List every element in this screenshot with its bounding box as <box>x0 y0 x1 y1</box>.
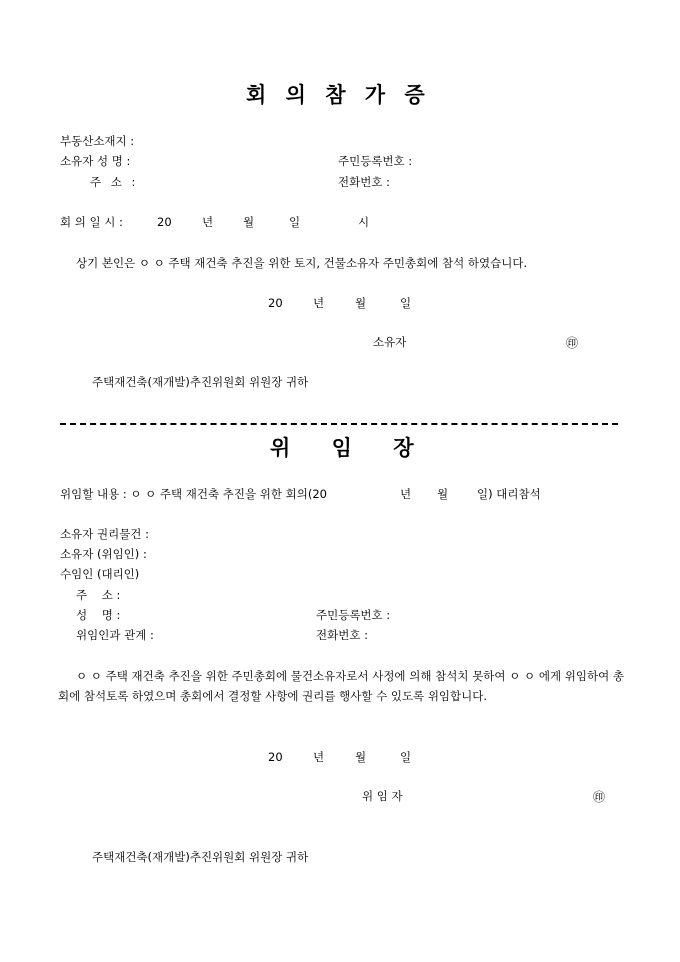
proxy-content-line: 위임할 내용 : ㅇ ㅇ 주택 재건축 추진을 위한 회의(20 <box>60 487 327 501</box>
property-location-label: 부동산소재지 : <box>60 134 135 148</box>
attendance-recipient: 주택재건축(재개발)추진위원회 위원장 귀하 <box>92 375 309 389</box>
delegatee-resident-number-label: 주민등록번호 : <box>316 608 391 622</box>
proxy-content-month: 월 <box>437 487 449 501</box>
seal-icon: ㊞ <box>566 336 579 350</box>
proxy-date-prefix: 20 <box>268 750 283 764</box>
attendance-statement: 상기 본인은 ㅇ ㅇ 주택 재건축 추진을 위한 토지, 건물소유자 주민총회에 참석 하였습니다. <box>76 256 528 270</box>
proxy-content-day: 일) 대리참석 <box>477 487 541 501</box>
attendance-date-day: 일 <box>400 296 412 310</box>
meeting-year-unit: 년 <box>202 215 214 229</box>
proxy-recipient: 주택재건축(재개발)추진위원회 위원장 귀하 <box>92 850 309 864</box>
delegator-label: 소유자 (위임인) : <box>60 547 147 561</box>
delegatee-label: 수임인 (대리인) <box>60 567 140 581</box>
owner-signature-label: 소유자 <box>373 335 407 349</box>
delegatee-phone-label: 전화번호 : <box>316 628 368 642</box>
proxy-date-year: 년 <box>313 750 325 764</box>
delegatee-address-label: 주 소 : <box>76 588 121 602</box>
proxy-content-year: 년 <box>400 487 412 501</box>
attendance-title: 회 의 참 가 증 <box>246 82 431 107</box>
proxy-title: 위 임 장 <box>270 435 414 460</box>
cut-line-divider <box>60 423 618 425</box>
meeting-day-unit: 일 <box>289 215 301 229</box>
phone-label: 전화번호 : <box>338 175 390 189</box>
proxy-date-month: 월 <box>355 750 367 764</box>
attendance-date-month: 월 <box>355 296 367 310</box>
address-label: 주 소 : <box>90 175 136 189</box>
proxy-date-day: 일 <box>400 750 412 764</box>
attendance-date-prefix: 20 <box>268 296 283 310</box>
meeting-year-prefix: 20 <box>157 215 172 229</box>
delegator-signature-label: 위 임 자 <box>362 789 403 803</box>
meeting-hour-unit: 시 <box>358 215 370 229</box>
attendance-date-year: 년 <box>313 296 325 310</box>
proxy-body-text: ㅇ ㅇ 주택 재건축 추진을 위한 주민총회에 물건소유자로서 사정에 의해 참석치 못하여 ㅇ ㅇ 에게 위임하여 총회에 참석토록 하였으며 총회에서 결정할 사항에 권리를 행사할 수 있도록 위임합니다. <box>58 669 624 703</box>
seal-icon: ㊞ <box>593 790 606 804</box>
delegatee-name-label: 성 명 : <box>76 608 121 622</box>
owner-name-label: 소유자 성 명 : <box>60 154 131 168</box>
owner-property-label: 소유자 권리물건 : <box>60 527 149 541</box>
meeting-date-label: 회 의 일 시 : <box>60 215 123 229</box>
meeting-month-unit: 월 <box>243 215 255 229</box>
resident-number-label: 주민등록번호 : <box>338 154 413 168</box>
relation-label: 위임인과 관계 : <box>76 628 154 642</box>
